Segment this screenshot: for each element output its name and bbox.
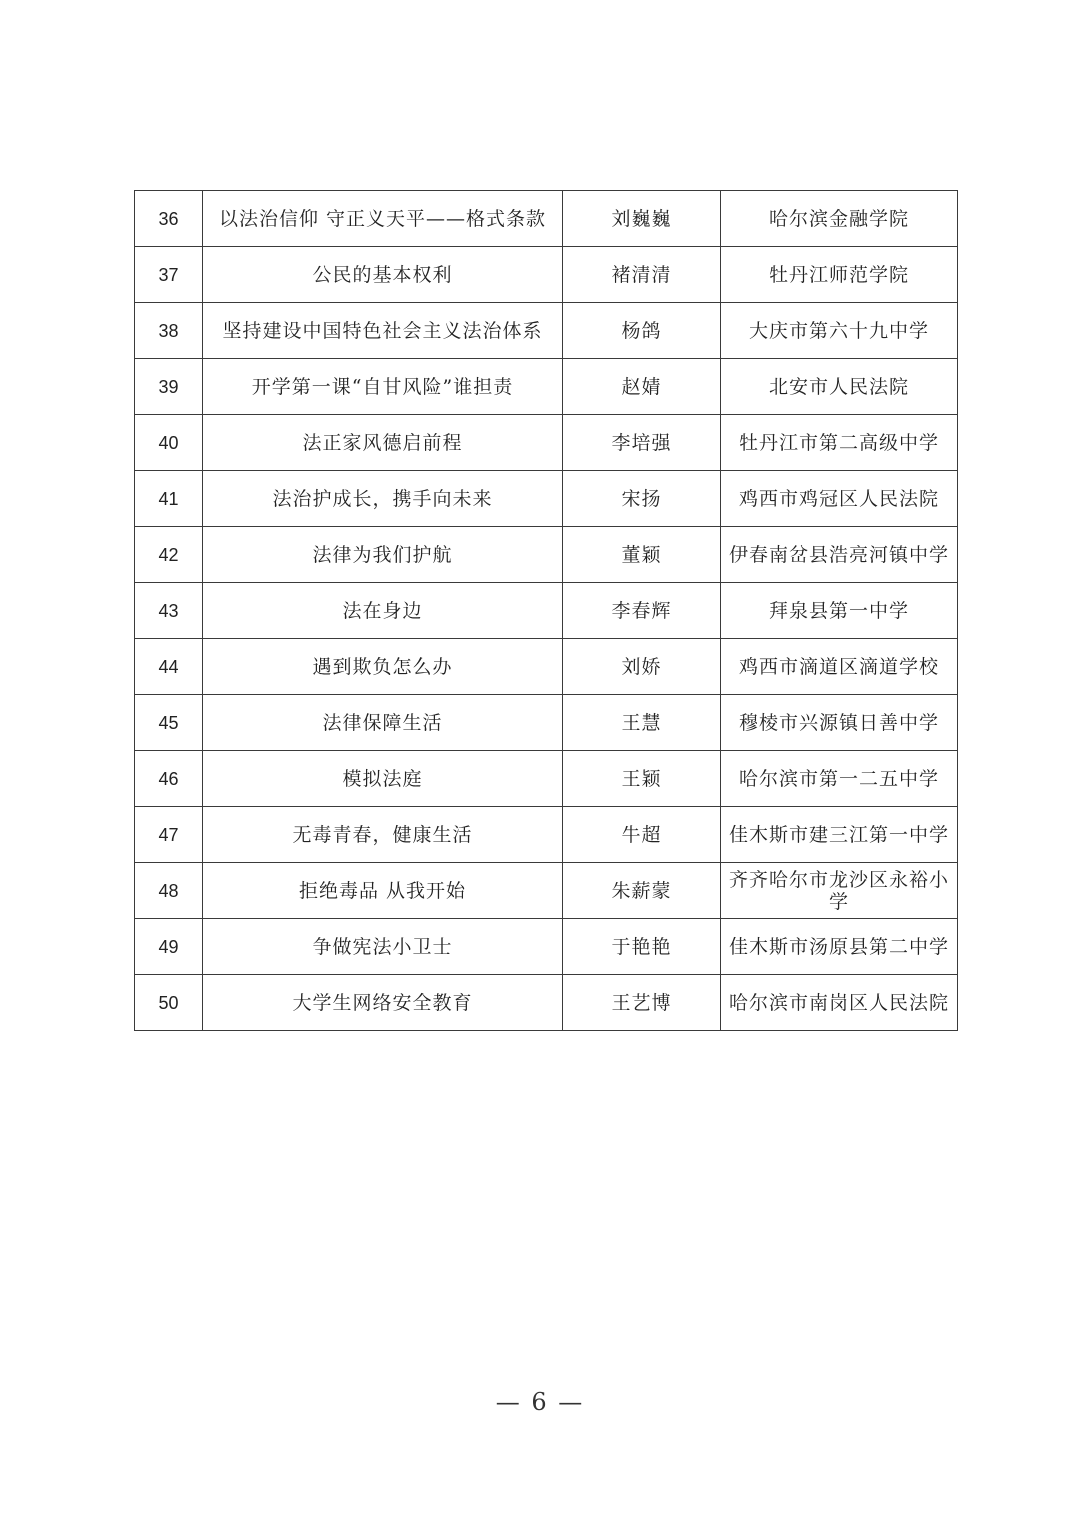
author-name: 牛超 — [563, 807, 721, 863]
organization: 牡丹江师范学院 — [721, 247, 958, 303]
row-number: 40 — [135, 415, 203, 471]
organization: 哈尔滨金融学院 — [721, 191, 958, 247]
author-name: 杨鸽 — [563, 303, 721, 359]
author-name: 刘娇 — [563, 639, 721, 695]
organization: 大庆市第六十九中学 — [721, 303, 958, 359]
organization: 拜泉县第一中学 — [721, 583, 958, 639]
author-name: 李春辉 — [563, 583, 721, 639]
organization: 佳木斯市建三江第一中学 — [721, 807, 958, 863]
table-row — [135, 807, 958, 863]
table-row — [135, 975, 958, 1031]
work-title: 法治护成长，携手向未来 — [203, 471, 563, 527]
author-name: 董颖 — [563, 527, 721, 583]
row-number: 38 — [135, 303, 203, 359]
table-row — [135, 247, 958, 303]
table-row — [135, 695, 958, 751]
work-title: 以法治信仰 守正义天平——格式条款 — [203, 191, 563, 247]
row-number: 47 — [135, 807, 203, 863]
author-name: 朱薪蒙 — [563, 863, 721, 919]
work-title: 公民的基本权利 — [203, 247, 563, 303]
author-name: 王颖 — [563, 751, 721, 807]
organization: 鸡西市鸡冠区人民法院 — [721, 471, 958, 527]
row-number: 43 — [135, 583, 203, 639]
table-row — [135, 471, 958, 527]
table-row — [135, 191, 958, 247]
row-number: 50 — [135, 975, 203, 1031]
work-title: 争做宪法小卫士 — [203, 919, 563, 975]
organization: 伊春南岔县浩亮河镇中学 — [721, 527, 958, 583]
organization: 哈尔滨市第一二五中学 — [721, 751, 958, 807]
table-row — [135, 359, 958, 415]
row-number: 44 — [135, 639, 203, 695]
row-number: 49 — [135, 919, 203, 975]
organization: 哈尔滨市南岗区人民法院 — [721, 975, 958, 1031]
organization: 鸡西市滴道区滴道学校 — [721, 639, 958, 695]
table-row — [135, 919, 958, 975]
page-number: — 6 — — [495, 1388, 585, 1416]
award-list-table — [134, 190, 958, 1031]
organization: 牡丹江市第二高级中学 — [721, 415, 958, 471]
work-title: 法在身边 — [203, 583, 563, 639]
organization: 穆棱市兴源镇日善中学 — [721, 695, 958, 751]
row-number: 37 — [135, 247, 203, 303]
table-row — [135, 639, 958, 695]
author-name: 李培强 — [563, 415, 721, 471]
row-number: 36 — [135, 191, 203, 247]
work-title: 无毒青春，健康生活 — [203, 807, 563, 863]
work-title: 坚持建设中国特色社会主义法治体系 — [203, 303, 563, 359]
organization: 齐齐哈尔市龙沙区永裕小学 — [721, 863, 958, 919]
author-name: 王慧 — [563, 695, 721, 751]
author-name: 于艳艳 — [563, 919, 721, 975]
organization: 佳木斯市汤原县第二中学 — [721, 919, 958, 975]
work-title: 法律为我们护航 — [203, 527, 563, 583]
work-title: 模拟法庭 — [203, 751, 563, 807]
row-number: 41 — [135, 471, 203, 527]
row-number: 46 — [135, 751, 203, 807]
work-title: 法正家风德启前程 — [203, 415, 563, 471]
work-title: 拒绝毒品 从我开始 — [203, 863, 563, 919]
table-body — [135, 191, 958, 1031]
work-title: 大学生网络安全教育 — [203, 975, 563, 1031]
table-row — [135, 415, 958, 471]
row-number: 48 — [135, 863, 203, 919]
work-title: 遇到欺负怎么办 — [203, 639, 563, 695]
author-name: 刘巍巍 — [563, 191, 721, 247]
organization: 北安市人民法院 — [721, 359, 958, 415]
author-name: 宋扬 — [563, 471, 721, 527]
author-name: 王艺博 — [563, 975, 721, 1031]
table-row — [135, 863, 958, 919]
work-title: 开学第一课“自甘风险”谁担责 — [203, 359, 563, 415]
author-name: 褚清清 — [563, 247, 721, 303]
table-row — [135, 583, 958, 639]
table-row — [135, 303, 958, 359]
table-row — [135, 527, 958, 583]
table-row — [135, 751, 958, 807]
row-number: 39 — [135, 359, 203, 415]
row-number: 45 — [135, 695, 203, 751]
author-name: 赵婧 — [563, 359, 721, 415]
work-title: 法律保障生活 — [203, 695, 563, 751]
row-number: 42 — [135, 527, 203, 583]
